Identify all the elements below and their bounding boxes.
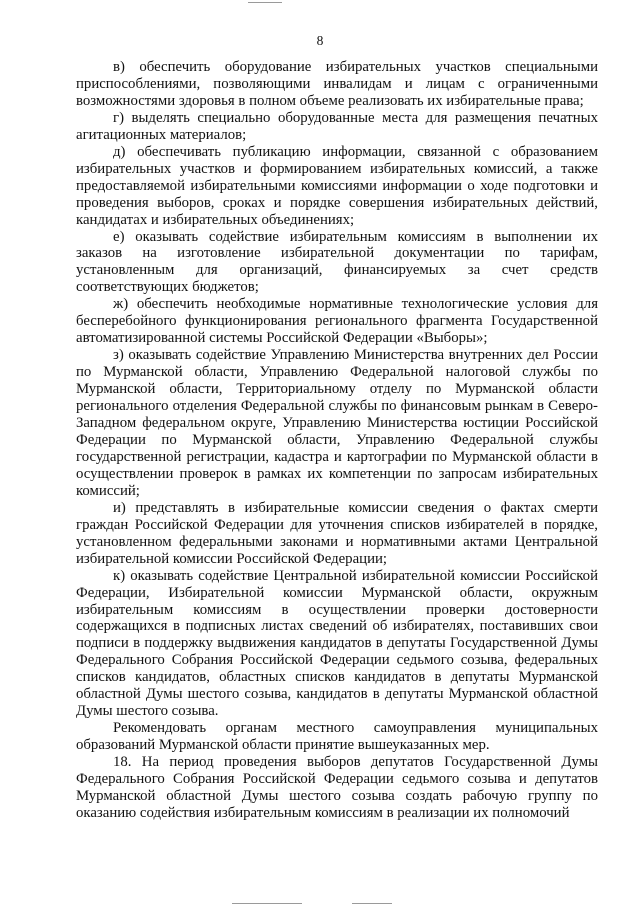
scan-artifact-top [248, 2, 282, 3]
paragraph-item-d: д) обеспечивать публикацию информации, связанной с образованием избирательных участков и формированием избирательных комиссий, а также предоставляемой избирательными комиссиями информации о ходе подготовки и проведения выборов, сроках и порядке совершения избирательных действий, кандидатах и избирательных объединениях; [76, 143, 598, 228]
paragraph-item-i: и) представлять в избирательные комиссии сведения о фактах смерти граждан Российской Федерации для уточнения списков избирателей в порядке, установленном федеральными законами и нормативными актами Центральной избирательной комиссии Российской Федерации; [76, 499, 598, 567]
page-number: 8 [316, 33, 324, 48]
paragraph-item-e: е) оказывать содействие избирательным комиссиям в выполнении их заказов на изготовление избирательной документации по тарифам, установленным для организаций, финансируемых за счет средств соответствующих бюджетов; [76, 228, 598, 296]
document-body [76, 59, 598, 822]
scan-artifact-bottom-left [232, 903, 302, 904]
paragraph-item-v: в) обеспечить оборудование избирательных участков специальными приспособлениями, позволяющими инвалидам и лицам с ограниченными возможностями здоровья в полном объеме реализовать их избирательные права; [76, 59, 598, 109]
paragraph-item-k: к) оказывать содействие Центральной избирательной комиссии Российской Федерации, Избирательной комиссии Мурманской области, окружным избирательным комиссиям в осуществлении проверки достоверности содержащихся в подписных листах сведений об избирателях, поставивших свои подписи в поддержку выдвижения кандидатов в депутаты Государственной Думы Федерального Собрания Российской Федерации седьмого созыва, федеральных списков кандидатов, областных списков кандидатов в депутаты Мурманской областной Думы шестого созыва, кандидатов в депутаты Мурманской областной Думы шестого созыва. [76, 567, 598, 720]
paragraph-item-z: з) оказывать содействие Управлению Министерства внутренних дел России по Мурманской области, Управлению Федеральной налоговой службы по Мурманской области, Территориальному отделу по Мурманской области регионального отделения Федеральной службы по финансовым рынкам в Северо-Западном федеральном округе, Управлению Министерства юстиции Российской Федерации по Мурманской области, Управлению Федеральной службы государственной регистрации, кадастра и картографии по Мурманской области в осуществлении проверок в рамках их компетенции по запросам избирательных комиссий; [76, 347, 598, 499]
paragraph-item-g: г) выделять специально оборудованные места для размещения печатных агитационных материалов; [76, 109, 598, 143]
paragraph-recommendation: Рекомендовать органам местного самоуправления муниципальных образований Мурманской области принятие вышеуказанных мер. [76, 720, 598, 754]
paragraph-item-zh: ж) обеспечить необходимые нормативные технологические условия для бесперебойного функционирования регионального фрагмента Государственной автоматизированной системы Российской Федерации «Выборы»; [76, 296, 598, 347]
scan-artifact-bottom-right [352, 903, 392, 904]
paragraph-item-18: 18. На период проведения выборов депутатов Государственной Думы Федерального Собрания Российской Федерации седьмого созыва и депутатов Мурманской областной Думы шестого созыва создать рабочую группу по оказанию содействия избирательным комиссиям в реализации их полномочий [76, 754, 598, 821]
